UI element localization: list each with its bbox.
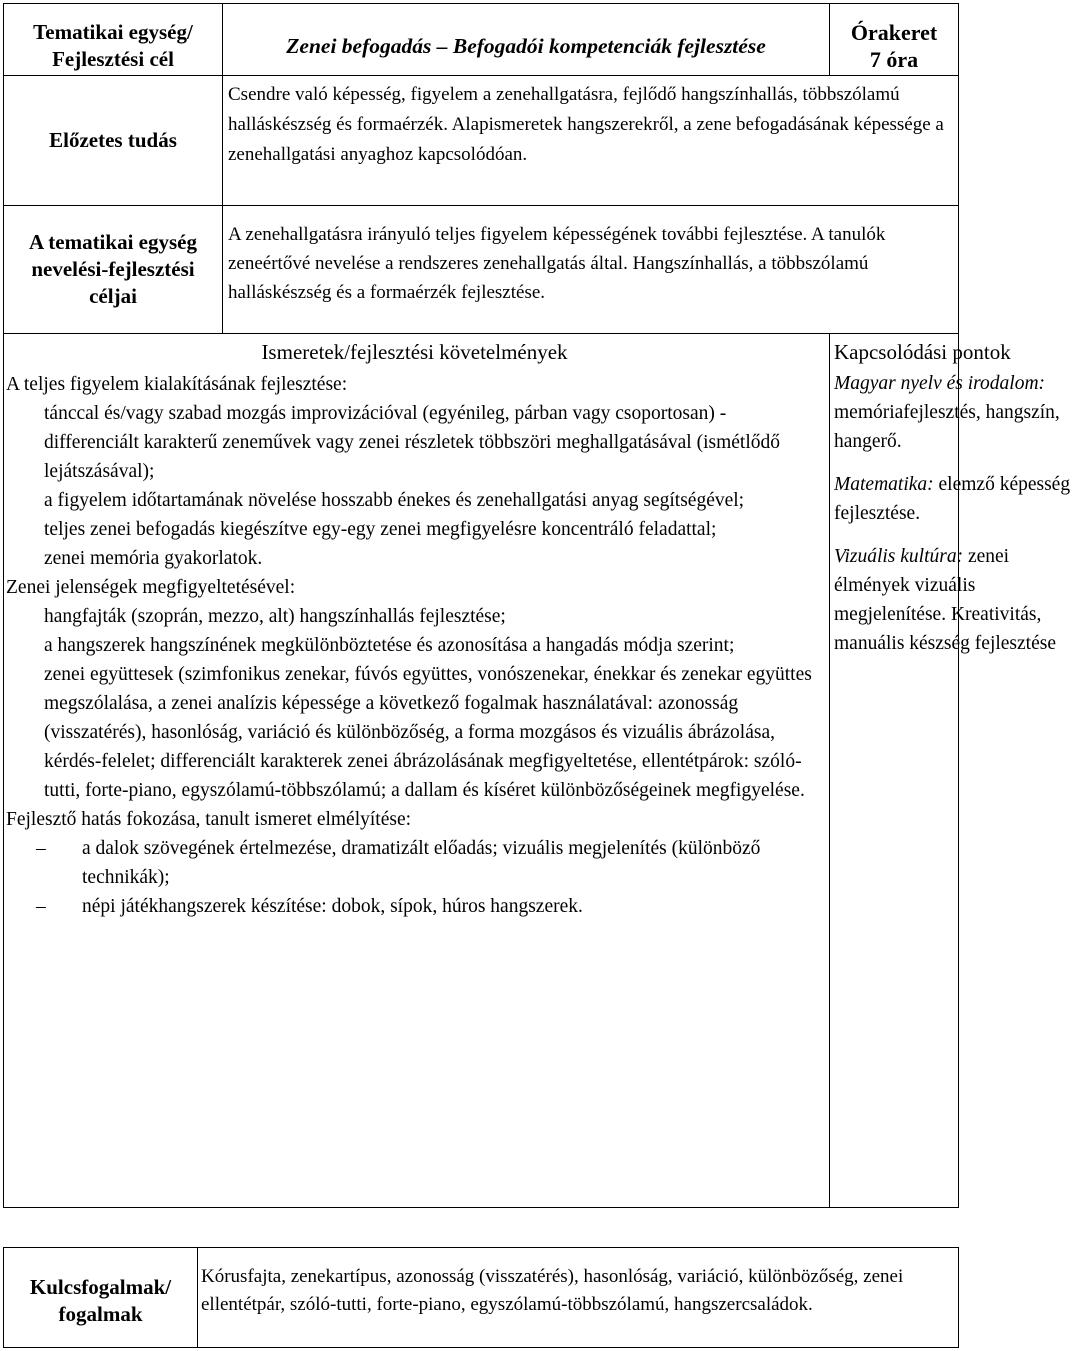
requirements-heading: Ismeretek/fejlesztési követelmények xyxy=(261,340,568,364)
group1-item: a figyelem időtartamának növelése hosszabb énekes és zenehallgatási anyag segítségével; xyxy=(44,490,745,511)
hours-label: Órakeret xyxy=(850,20,938,45)
connection-text: zenei élmények vizuális megjelenítése. Kreativitás, manuális készség fejlesztése xyxy=(834,546,1056,654)
group2-item: hangfajták (szoprán, mezzo, alt) hangszínhallás fejlesztése; xyxy=(44,606,506,627)
group2-item: zenei együttesek (szimfonikus zenekar, fúvós együttes, vonószenekar, énekkar és zenekar együttes megszólalása, a zenei analízis képessége a következő fogalmak használatával: azonosság (visszatérés), hasonlóság, variáció és különbözőség, a forma mozgásos és vizuális ábrázolása, kérdés-felelet; differenciált karakterek zenei ábrázolásának megfigyeltetése, ellentétpárok: szóló-tutti, forte-piano, egyszólamú-többszólamú; a dallam és kíséret különbözőségeinek megfigyelése. xyxy=(44,664,812,801)
header-row xyxy=(4,4,959,76)
connections-list xyxy=(834,369,1076,658)
goals-label-line1: A tematikai egység xyxy=(29,230,197,254)
goals-row xyxy=(4,206,959,334)
hours-value: 7 óra xyxy=(869,47,919,72)
group3-item-text: népi játékhangszerek készítése: dobok, sípok, húros hangszerek. xyxy=(82,896,583,917)
group3-list-item xyxy=(6,834,823,892)
prior-knowledge-text: Csendre való képesség, figyelem a zenehallgatásra, fejlődő hangszínhallás, többszólamú halláskészség és formaérzék. Alapismeretek hangszerekről, a zene befogadásának képessége a zenehallgatási anyaghoz kapcsolódóan. xyxy=(223,76,959,206)
keywords-row xyxy=(4,1248,959,1348)
goals-label-line2: nevelési-fejlesztési xyxy=(31,257,195,281)
goals-label-line3: céljai xyxy=(89,284,137,308)
connection-subject: Matematika: xyxy=(834,474,934,495)
group3-title: Fejlesztő hatás fokozása, tanult ismeret elmélyítése: xyxy=(6,809,412,830)
prior-knowledge-row xyxy=(4,76,959,206)
connection-text: elemző képesség fejlesztése. xyxy=(834,474,1071,524)
dash-bullet: – xyxy=(36,838,46,859)
keywords-label-line1: Kulcsfogalmak/ xyxy=(29,1274,172,1299)
requirements-cell xyxy=(4,334,830,1208)
unit-title: Zenei befogadás – Befogadói kompetenciák fejlesztése xyxy=(286,34,766,58)
keywords-text: Kórusfajta, zenekartípus, azonosság (visszatérés), hasonlóság, variáció, különbözőség, zenei ellentétpár, szóló-tutti, forte-piano, egyszólamú-többszólamú, hangszercsaládok. xyxy=(198,1248,959,1348)
connection-subject: Vizuális kultúra: xyxy=(834,546,964,567)
connection-item xyxy=(834,369,1076,456)
connection-subject: Magyar nyelv és irodalom: xyxy=(834,373,1046,394)
requirements-row xyxy=(4,334,959,1208)
group1-item: teljes zenei befogadás kiegészítve egy-egy zenei megfigyelésre koncentráló feladattal; xyxy=(44,519,717,540)
prior-knowledge-label: Előzetes tudás xyxy=(4,76,223,206)
unit-label-line2: Fejlesztési cél xyxy=(52,47,174,71)
goals-label-cell xyxy=(4,206,223,334)
group2-title: Zenei jelenségek megfigyeltetésével: xyxy=(6,577,296,598)
group3-item-text: a dalok szövegének értelmezése, dramatizált előadás; vizuális megjelenítés (különböző technikák); xyxy=(82,838,761,888)
keywords-label-cell xyxy=(4,1248,198,1348)
group3-list-item xyxy=(6,892,823,921)
hours-cell xyxy=(830,4,959,76)
connections-cell xyxy=(830,334,1071,1208)
keywords-table xyxy=(3,1247,959,1348)
group2-item: a hangszerek hangszínének megkülönböztetése és azonosítása a hangadás módja szerint; xyxy=(44,635,735,656)
connections-heading: Kapcsolódási pontok xyxy=(834,340,1011,364)
unit-title-cell xyxy=(223,4,830,76)
keywords-label-line2: fogalmak xyxy=(58,1301,143,1326)
group1-item: zenei memória gyakorlatok. xyxy=(44,548,263,569)
unit-label-line1: Tematikai egység/ xyxy=(33,20,193,44)
connection-text: memóriafejlesztés, hangszín, hangerő. xyxy=(834,402,1060,452)
dash-bullet: – xyxy=(36,896,46,917)
group1-title: A teljes figyelem kialakításának fejlesztése: xyxy=(6,374,348,395)
connection-item xyxy=(834,542,1076,658)
group1-item: tánccal és/vagy szabad mozgás improvizációval (egyénileg, párban vagy csoportosan) - differenciált karakterű zeneművek vagy zenei részletek többszöri meghallgatásával (ismétlődő lejátszásával); xyxy=(44,403,780,482)
curriculum-table xyxy=(3,3,1071,1208)
goals-text: A zenehallgatásra irányuló teljes figyelem képességének további fejlesztése. A tanulók zeneértővé nevelése a rendszeres zenehallgatás által. Hangszínhallás, a többszólamú halláskészség és a formaérzék fejlesztése. xyxy=(223,206,959,334)
unit-label-cell xyxy=(4,4,223,76)
connection-item xyxy=(834,470,1076,528)
